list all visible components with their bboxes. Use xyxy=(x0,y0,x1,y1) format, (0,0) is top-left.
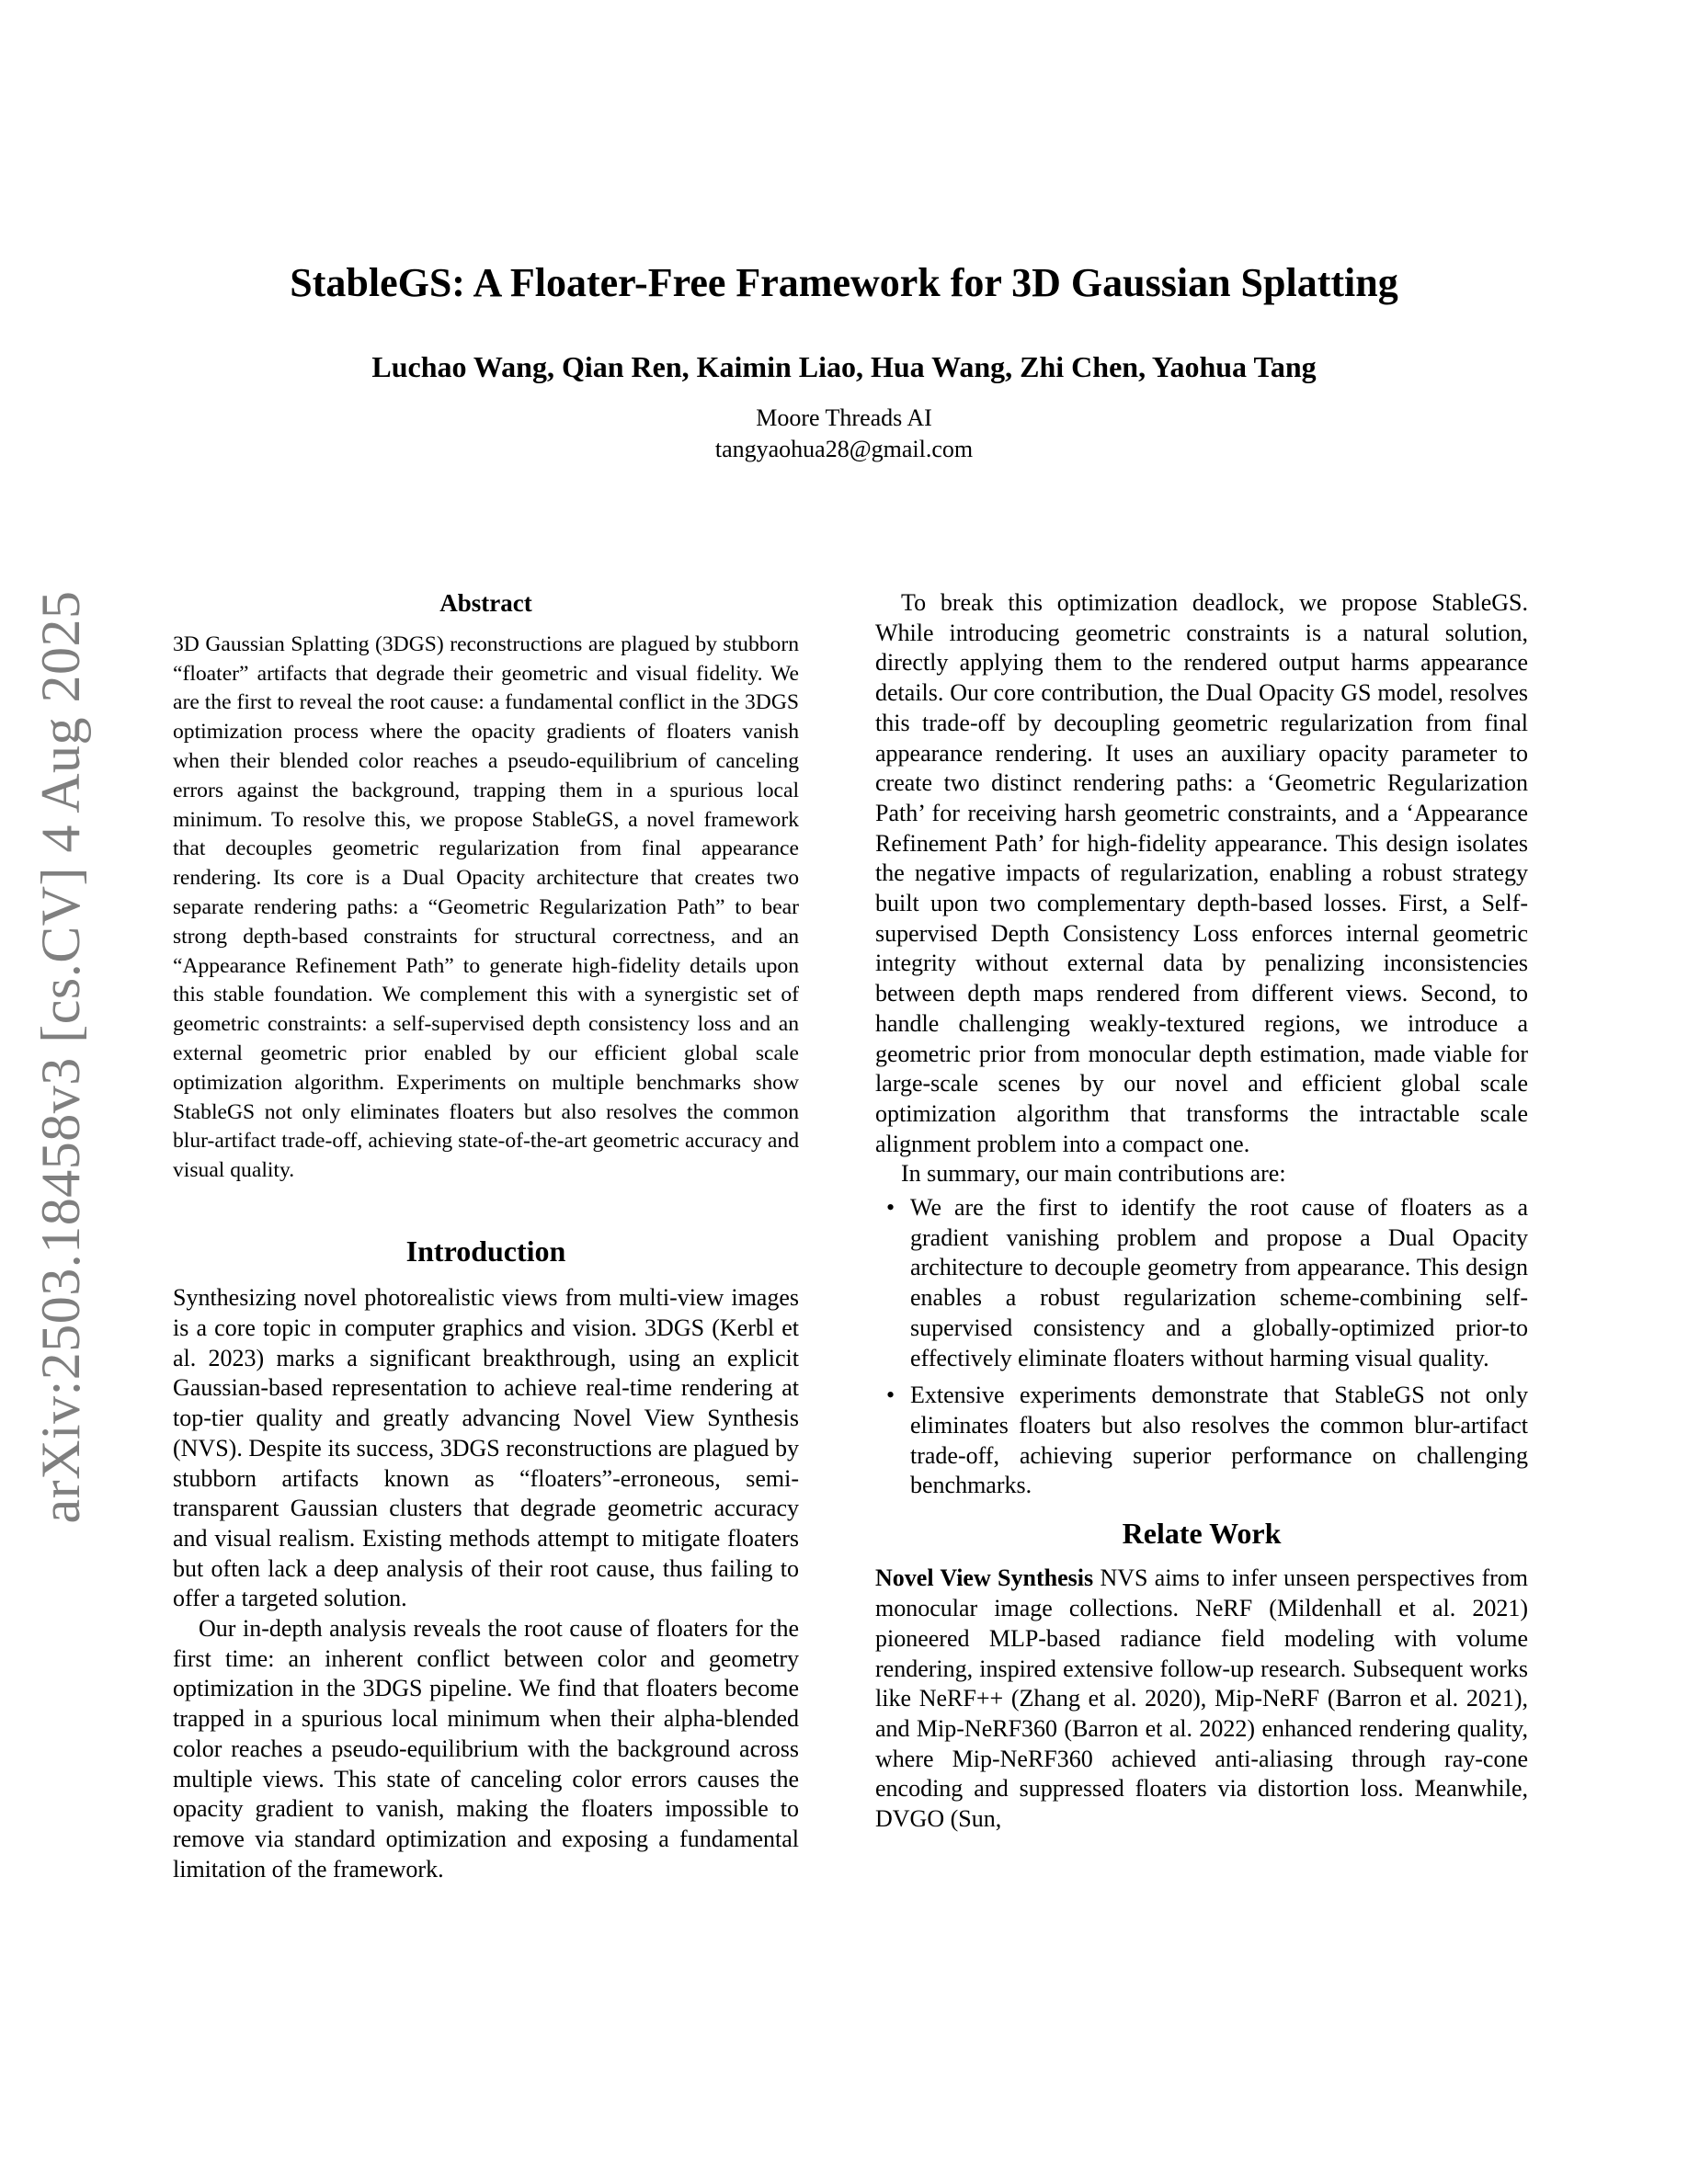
introduction-paragraph: Synthesizing novel photorealistic views from multi-view images is a core topic in computer graphics and vision. 3DGS (Kerbl et al. 2023) marks a significant breakthrough, using an explicit Gaussian-based representation to achieve real-time rendering at top-tier quality and greatly advancing Novel View Synthesis (NVS). Despite its success, 3DGS reconstructions are plagued by stubborn artifacts known as “floaters”-erroneous, semi-transparent Gaussian clusters that degrade geometric accuracy and visual realism. Existing methods attempt to mitigate floaters but often lack a deep analysis of their root cause, thus failing to offer a targeted solution. xyxy=(173,1284,799,1612)
abstract-text: 3D Gaussian Splatting (3DGS) reconstructions are plagued by stubborn “floater” artifacts that degrade their geometric and visual fidelity. We are the first to reveal the root cause: a fundamental conflict in the 3DGS optimization process where the opacity gradients of floaters vanish when their blended color reaches a pseudo-equilibrium of canceling errors against the background, trapping them in a spurious local minimum. To resolve this, we propose StableGS, a novel framework that decouples geometric regularization from final appearance rendering. Its core is a Dual Opacity architecture that creates two separate rendering paths: a “Geometric Regularization Path” to bear strong depth-based constraints for structural correctness, and an “Appearance Refinement Path” to generate high-fidelity details upon this stable foundation. We complement this with a synergistic set of geometric constraints: a self-supervised depth consistency loss and an external geometric prior enabled by our efficient global scale optimization algorithm. Experiments on multiple benchmarks show StableGS not only eliminates floaters but also resolves the common blur-artifact trade-off, achieving state-of-the-art geometric accuracy and visual quality. xyxy=(173,631,799,1183)
right-column xyxy=(875,588,1528,1835)
body-paragraph: To break this optimization deadlock, we propose StableGS. While introducing geometric constraints is a natural solution, directly applying them to the rendered output harms appearance details. Our core contribution, the Dual Opacity GS model, resolves this trade-off by decoupling geometric regularization from final appearance rendering. It uses an auxiliary opacity parameter to create two distinct rendering paths: a ‘Geometric Regularization Path’ for receiving harsh geometric constraints, and a ‘Appearance Refinement Path’ for high-fidelity appearance. This design isolates the negative impacts of regularization, enabling a robust strategy built upon two complementary depth-based losses. First, a Self-supervised Depth Consistency Loss enforces internal geometric integrity without external data by penalizing inconsistencies between depth maps rendered from different views. Second, to handle challenging weakly-textured regions, we introduce a geometric prior from monocular depth estimation, made viable for large-scale scenes by our novel and efficient global scale optimization algorithm that transforms the intractable scale alignment problem into a compact one. xyxy=(875,589,1528,1157)
bullet-marker: • xyxy=(886,1194,895,1222)
contact-email: tangyaohua28@gmail.com xyxy=(714,436,974,462)
bullet-marker: • xyxy=(886,1382,895,1409)
contribution-item xyxy=(875,1193,1528,1373)
related-work-section xyxy=(875,1516,1528,1835)
related-work-paragraph xyxy=(875,1564,1528,1834)
abstract-section xyxy=(173,588,799,1186)
contributions-intro: In summary, our main contributions are: xyxy=(901,1160,1286,1188)
paper-title: StableGS: A Floater-Free Framework for 3D Gaussian Splatting xyxy=(290,260,1398,305)
contribution-text: We are the first to identify the root cause of floaters as a gradient vanishing problem and propose a Dual Opacity architecture to decouple geometry from appearance. This design enables a robust regularization scheme-combining self-supervised consistency and a globally-optimized prior-to effectively eliminate floaters without harming visual quality. xyxy=(910,1194,1528,1371)
related-work-text: NVS aims to infer unseen perspectives from monocular image collections. NeRF (Mildenhall et al. 2021) pioneered MLP-based radiance field modeling with volume rendering, inspired extensive follow-up research. Subsequent works like NeRF++ (Zhang et al. 2020), Mip-NeRF (Barron et al. 2021), and Mip-NeRF360 (Barron et al. 2022) enhanced rendering quality, where Mip-NeRF360 achieved anti-aliasing through ray-cone encoding and suppressed floaters via distortion loss. Meanwhile, DVGO (Sun, xyxy=(875,1564,1529,1833)
author-list: Luchao Wang, Qian Ren, Kaimin Liao, Hua Wang, Zhi Chen, Yaohua Tang xyxy=(371,350,1317,383)
affiliation: Moore Threads AI xyxy=(756,404,932,431)
left-column xyxy=(173,588,799,1884)
introduction-paragraph: Our in-depth analysis reveals the root cause of floaters for the first time: an inherent conflict between color and geometry optimization in the 3DGS pipeline. We find that floaters become trapped in a spurious local minimum when their alpha-blended color reaches a pseudo-equilibrium with the background across multiple views. This state of canceling color errors causes the opacity gradient to vanish, making the floaters impossible to remove via standard optimization and exposing a fundamental limitation of the framework. xyxy=(173,1615,799,1883)
abstract-heading: Abstract xyxy=(439,589,532,617)
arxiv-identifier: arXiv:2503.18458v3 [cs.CV] 4 Aug 2025 xyxy=(30,590,91,1524)
introduction-heading: Introduction xyxy=(405,1234,566,1268)
affiliation-block xyxy=(0,403,1688,465)
introduction-section xyxy=(173,1234,799,1884)
contribution-text: Extensive experiments demonstrate that StableGS not only eliminates floaters but also resolves the common blur-artifact trade-off, achieving superior performance on challenging benchmarks. xyxy=(910,1382,1528,1499)
run-in-heading: Novel View Synthesis xyxy=(875,1564,1094,1592)
contribution-item xyxy=(875,1381,1528,1501)
contributions-list xyxy=(875,1193,1528,1501)
related-work-heading: Relate Work xyxy=(1122,1517,1282,1551)
